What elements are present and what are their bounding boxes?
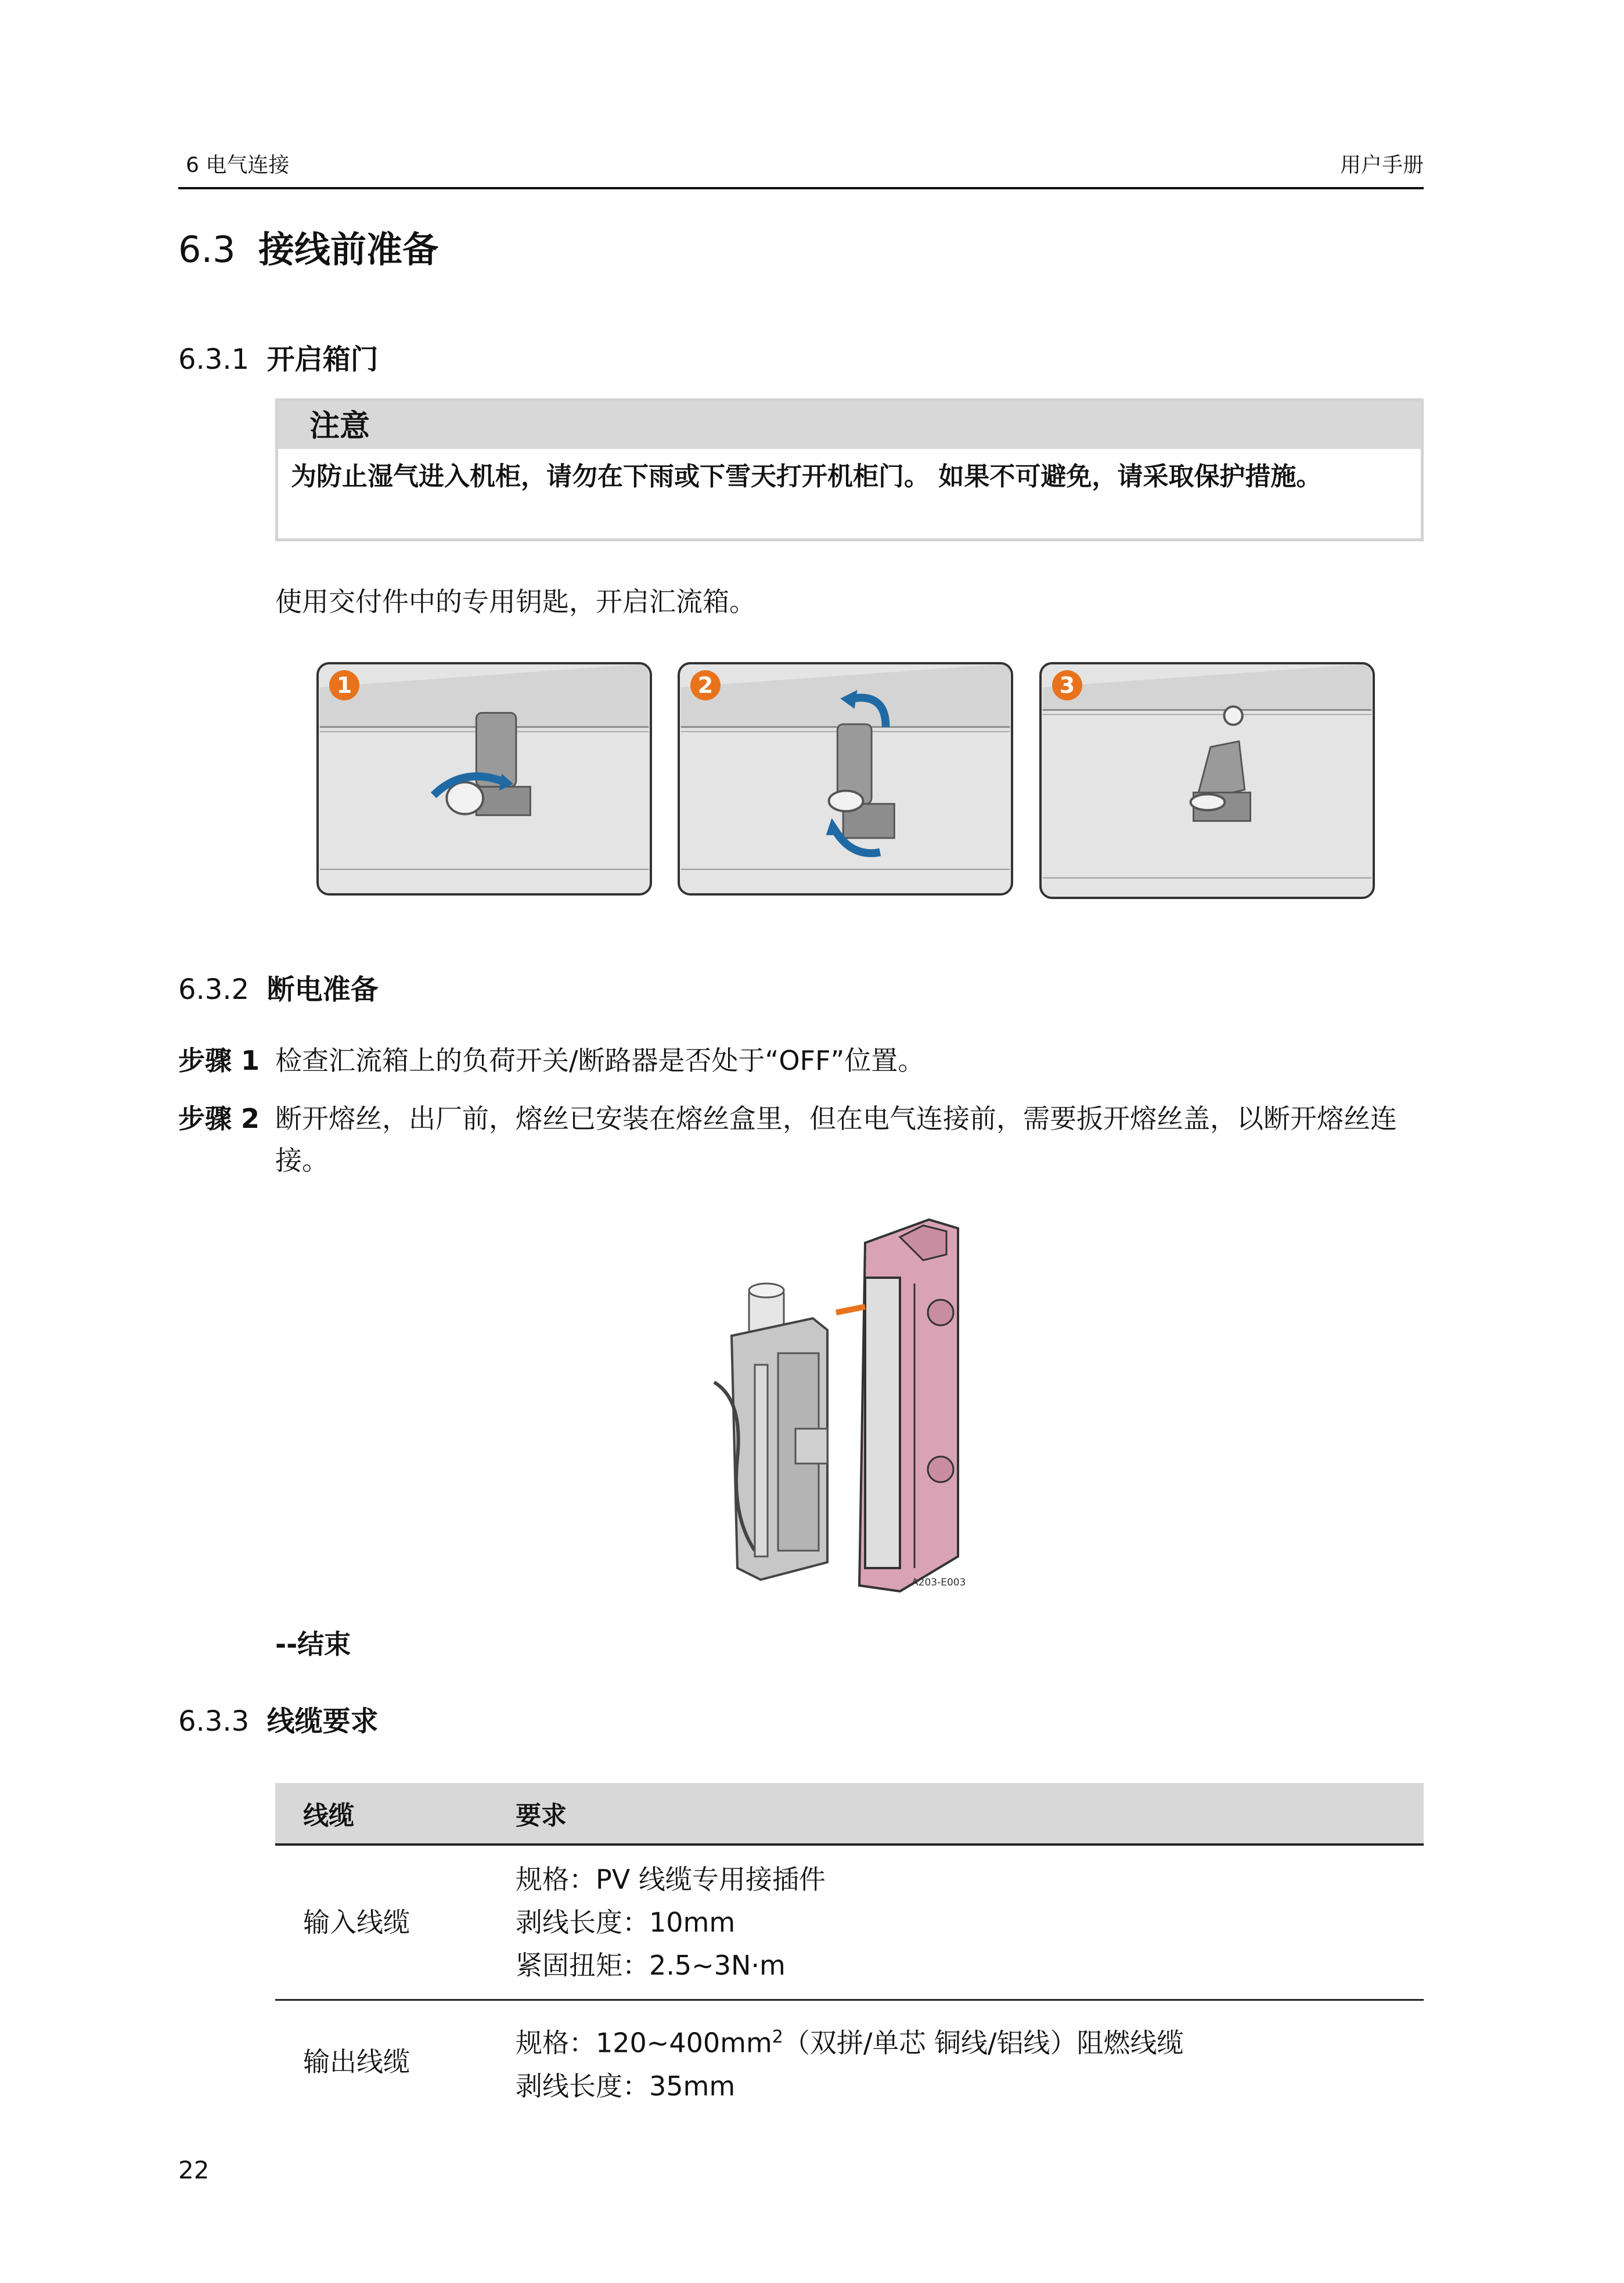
cable-name: 输入线缆 [275,1845,488,2000]
subsection-number: 6.3.2 [178,973,250,1006]
figure-code: A203-E003 [912,1577,966,1588]
subsection-heading-6-3-1 [178,337,379,377]
table-header-row [275,1783,1424,1845]
page-number: 22 [178,2156,210,2184]
notice-text: 为防止湿气进入机柜，请勿在下雨或下雪天打开机柜门。 如果不可避免，请采取保护措施。 [291,462,1322,491]
subsection-heading-6-3-3 [178,1699,379,1739]
end-marker: --结束 [275,1628,351,1660]
fuse-holder-figure [691,1191,993,1609]
step-badge-1: 1 [329,670,359,700]
lock-rotate-illustration [319,664,650,893]
door-open-figure-step-1 [316,662,652,896]
step-label: 步骤 2 [178,1103,260,1134]
spec-superscript: 2 [772,2027,783,2048]
notice-title: 注意 [278,401,1421,449]
table-row [275,2000,1424,2123]
requirement-torque: 紧固扭矩：2.5~3N·m [516,1950,786,1981]
cable-requirements-table [275,1783,1424,2123]
subsection-title: 线缆要求 [267,1705,379,1738]
section-heading [178,221,438,272]
cable-requirements [488,1845,1424,2000]
column-header-requirement: 要求 [488,1783,1424,1845]
step-1-text: 检查汇流箱上的负荷开关/断路器是否处于“OFF”位置。 [275,1045,925,1076]
step-2-text: 断开熔丝，出厂前，熔丝已安装在熔丝盒里，但在电气连接前，需要扳开熔丝盖，以断开熔丝连接。 [275,1103,1397,1176]
door-open-figure-step-3 [1039,662,1375,899]
requirement-spec: 规格：PV 线缆专用接插件 [516,1864,826,1895]
column-header-cable: 线缆 [275,1783,488,1845]
header-manual-title: 用户手册 [1339,153,1424,177]
notice-box [275,398,1424,541]
requirement-spec [516,2016,1396,2064]
step-badge-2: 2 [690,670,721,700]
door-unlocked-illustration [1042,664,1373,897]
cable-name: 输出线缆 [303,2046,410,2077]
section-number: 6.3 [178,228,236,271]
latch-lift-illustration [680,664,1011,893]
door-open-figure-step-2 [678,662,1013,896]
subsection-title: 开启箱门 [267,343,379,376]
requirement-strip-length: 剥线长度：10mm [516,1907,736,1938]
step-label: 步骤 1 [178,1045,260,1076]
step-2 [178,1098,260,1139]
spec-text-suffix: （双拼/单芯 铜线/铝线）阻燃线缆 [783,2027,1184,2059]
step-badge-3: 3 [1052,670,1082,700]
cable-requirements [488,2000,1424,2123]
fuse-holder-illustration [691,1191,993,1609]
open-door-instruction: 使用交付件中的专用钥匙，开启汇流箱。 [275,586,756,617]
subsection-heading-6-3-2 [178,967,379,1007]
section-title: 接线前准备 [258,228,439,271]
requirement-strip-length: 剥线长度：35mm [516,2070,736,2102]
header-rule [178,187,1424,189]
step-1 [178,1040,260,1081]
header-chapter: 6 电气连接 [186,153,290,177]
spec-text: 规格：120~400mm [516,2027,772,2059]
subsection-number: 6.3.3 [178,1705,250,1738]
subsection-title: 断电准备 [267,973,379,1006]
subsection-number: 6.3.1 [178,343,250,376]
table-row [275,1845,1424,2000]
